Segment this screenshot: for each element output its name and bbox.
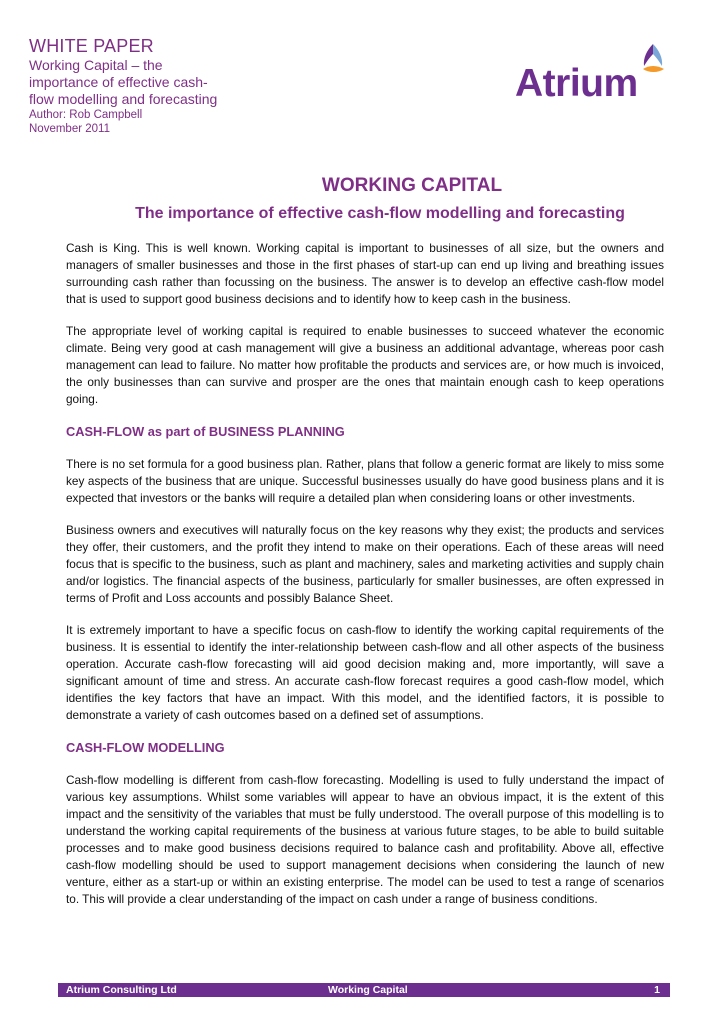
footer-title: Working Capital [328,984,408,996]
body-paragraph: It is extremely important to have a specific focus on cash-flow to identify the working capital requirements of the business. It is essential to identify the inter-relationship between cash-flow and all other aspects of the business operation. Accurate cash-flow forecasting will aid good decision making and, more importantly, will save a significant amount of time and stress. An accurate cash-flow forecast requires a good cash-flow model, which identifies the key factors that have an impact. With this model, and the identified factors, it is possible to demonstrate a variety of cash outcomes based on a defined set of assumptions. [66,623,664,722]
main-title: WORKING CAPITAL [321,175,503,196]
subtitle-line: flow modelling and forecasting [29,91,218,107]
document-subtitle [29,57,249,108]
section-heading-business-planning: CASH-FLOW as part of BUSINESS PLANNING [66,424,345,439]
header-block [29,36,249,136]
author-line: Author: Rob Campbell [29,109,143,121]
document-body [66,240,664,923]
page-footer [58,983,670,997]
body-paragraph: Cash is King. This is well known. Working capital is important to businesses of all size, but the owners and managers of smaller businesses and those in the first phases of start-up can end up living and breathing issues surrounding cash rather than focussing on the business. The answer is to develop an effective cash-flow model that is used to support good business decisions and to identify how to keep cash in the business. [66,241,664,306]
subtitle-line: Working Capital – the [29,57,163,73]
section-heading-cash-flow-modelling: CASH-FLOW MODELLING [66,740,225,755]
atrium-logo [515,42,665,108]
body-paragraph: The appropriate level of working capital is required to enable businesses to succeed whatever the economic climate. Being very good at cash management will give a business an additional advantage, whereas poor cash management can lead to failure. No matter how profitable the products and services are, or how much is invoiced, the only businesses than can survive and prosper are the ones that maintain enough cash to keep operations going. [66,324,664,406]
body-paragraph: Business owners and executives will naturally focus on the key reasons why they exist; the products and services they offer, their customers, and the profit they intend to make on their operations. Each of these areas will need focus that is specific to the business, such as plant and machinery, sales and marketing activities and supply chain and/or logistics. The financial aspects of the business, particularly for smaller businesses, are often expressed in terms of Profit and Loss accounts and possibly Balance Sheet. [66,523,664,605]
atrium-logo-text: Atrium [515,62,638,105]
date-line: November 2011 [29,123,110,135]
body-paragraph: Cash-flow modelling is different from cash-flow forecasting. Modelling is used to fully understand the impact of various key assumptions. Whilst some variables will appear to have an obvious impact, it is the extent of this impact and the sensitivity of the variables that must be fully understood. The overall purpose of this modelling is to understand the working capital requirements of the business at various future stages, to be able to build suitable processes and to make good business decisions required to balance cash and profitability. Above all, effective cash-flow modelling should be used to support management decisions when considering the launch of new venture, either as a start-up or within an existing enterprise. The model can be used to test a range of scenarios to. This will provide a clear understanding of the impact on cash under a range of business conditions. [66,773,664,906]
footer-company: Atrium Consulting Ltd [66,984,177,996]
sub-title: The importance of effective cash-flow modelling and forecasting [135,205,625,222]
document-type-label: WHITE PAPER [29,36,154,56]
body-paragraph: There is no set formula for a good business plan. Rather, plans that follow a generic format are likely to miss some key aspects of the business that are unique. Successful businesses usually do have good business plans and it is expected that investors or the banks will require a detailed plan when considering loans or other investments. [66,457,664,505]
subtitle-line: importance of effective cash- [29,74,208,90]
atrium-logo-mark-icon [637,42,669,76]
footer-page-number: 1 [654,984,660,996]
